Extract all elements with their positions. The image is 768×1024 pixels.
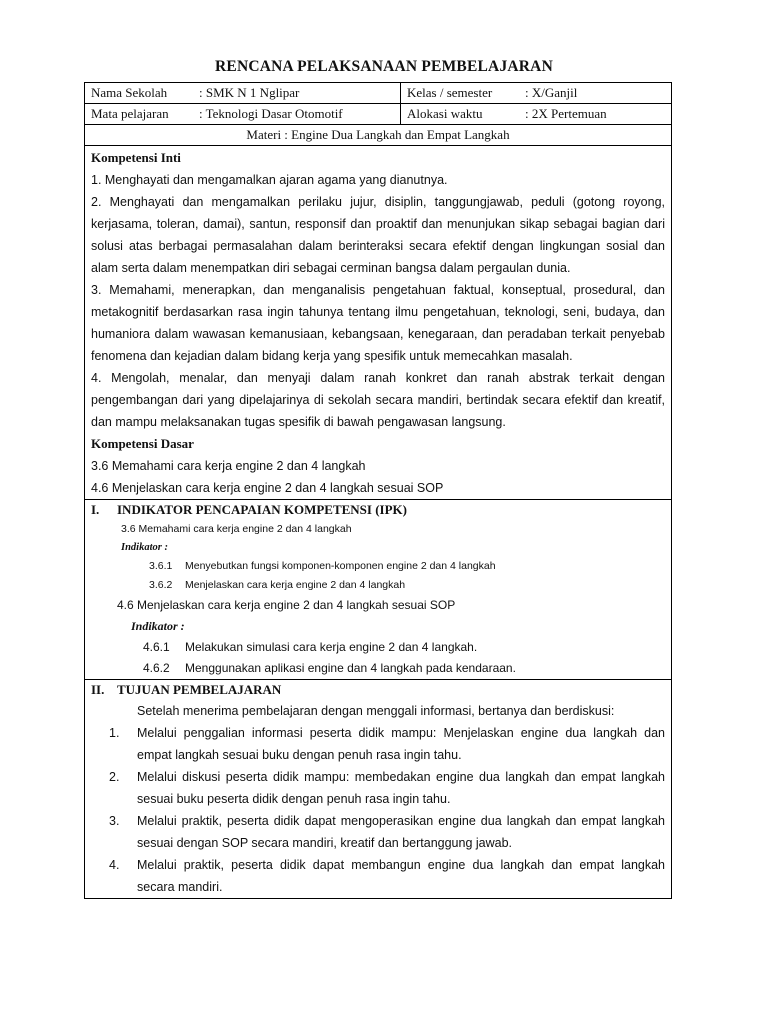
list-item-number: 1. xyxy=(109,726,120,740)
kelas-value: : X/Ganjil xyxy=(525,85,578,100)
alokasi-value: : 2X Pertemuan xyxy=(525,106,607,121)
list-item-text: Melalui praktik, peserta didik dapat mengoperasikan engine dua langkah dan empat langkah sesuai dengan SOP secara mandiri, kreatif dan bertanggung jawab. xyxy=(137,814,665,850)
header-row-2 xyxy=(85,104,672,125)
document-title: RENCANA PELAKSANAAN PEMBELAJARAN xyxy=(215,58,553,75)
list-item-number: 4. xyxy=(109,858,120,872)
mapel-value: : Teknologi Dasar Otomotif xyxy=(199,106,343,121)
kompetensi-inti-heading: Kompetensi Inti xyxy=(91,150,181,165)
materi-row xyxy=(85,125,672,146)
list-item xyxy=(91,722,665,766)
kd-item-2: 4.6 Menjelaskan cara kerja engine 2 dan 4 langkah sesuai SOP xyxy=(91,481,444,495)
tujuan-intro: Setelah menerima pembelajaran dengan menggali informasi, bertanya dan berdiskusi: xyxy=(137,704,615,718)
list-item-number: 3. xyxy=(109,814,120,828)
list-item xyxy=(91,810,665,854)
ipk-item-462 xyxy=(91,658,665,679)
alokasi-label: Alokasi waktu xyxy=(407,106,483,121)
mapel-label: Mata pelajaran xyxy=(91,106,169,121)
ipk-code: 4.6.1 xyxy=(143,640,170,654)
ipk-indikator-2: Indikator : xyxy=(131,619,185,633)
kelas-cell xyxy=(401,83,672,104)
ipk-number: I. xyxy=(91,502,100,517)
ipk-code: 3.6.2 xyxy=(149,579,173,591)
ipk-code: 3.6.1 xyxy=(149,560,173,572)
materi-cell: Materi : Engine Dua Langkah dan Empat Langkah xyxy=(85,125,672,146)
kelas-label: Kelas / semester xyxy=(407,85,493,100)
ipk-text: Menjelaskan cara kerja engine 2 dan 4 langkah xyxy=(185,579,406,591)
kompetensi-cell xyxy=(85,146,672,500)
tujuan-number: II. xyxy=(91,682,105,697)
list-item-text: Melalui penggalian informasi peserta didik mampu: Menjelaskan engine dua langkah dan empat langkah sesuai buku dengan penuh rasa ingin tahu. xyxy=(137,726,665,762)
ipk-item-461 xyxy=(91,637,665,658)
tujuan-row xyxy=(85,680,672,899)
ipk-text: Melakukan simulasi cara kerja engine 2 dan 4 langkah. xyxy=(185,640,478,654)
ki-item-3: 3. Memahami, menerapkan, dan menganalisis pengetahuan faktual, konseptual, prosedural, dan metakognitif berdasarkan rasa ingin tahunya tentang ilmu pengetahuan, teknologi, seni, budaya, dan humaniora dalam wawasan kemanusiaan, kebangsaan, kenegaraan, dan peradaban terkait penyebab fenomena dan kejadian dalam bidang kerja yang spesifik untuk memecahkan masalah. xyxy=(91,283,665,363)
nama-sekolah-value: : SMK N 1 Nglipar xyxy=(199,85,300,100)
tujuan-list xyxy=(91,722,665,898)
ki-item-2: 2. Menghayati dan mengamalkan perilaku jujur, disiplin, tanggungjawab, peduli (gotong royong, kerjasama, toleran, damai), santun, responsif dan proaktif dan menunjukan sikap sebagai bagian dari solusi atas berbagai permasalahan dalam berinteraksi secara efektif dengan lingkungan sosial dan alam serta dalam menempatkan diri sebagai cerminan bangsa dalam pergaulan dunia. xyxy=(91,195,665,275)
list-item-number: 2. xyxy=(109,770,120,784)
nama-sekolah-label: Nama Sekolah xyxy=(91,85,168,100)
tujuan-heading-text: TUJUAN PEMBELAJARAN xyxy=(117,682,282,697)
list-item xyxy=(91,766,665,810)
ki-item-1: 1. Menghayati dan mengamalkan ajaran agama yang dianutnya. xyxy=(91,173,448,187)
ipk-item-362 xyxy=(91,576,665,595)
list-item-text: Melalui diskusi peserta didik mampu: membedakan engine dua langkah dan empat langkah sesuai buku peserta didik dengan penuh rasa ingin tahu. xyxy=(137,770,665,806)
mapel-cell xyxy=(85,104,401,125)
tujuan-heading xyxy=(91,680,665,700)
ipk-heading-text: INDIKATOR PENCAPAIAN KOMPETENSI (IPK) xyxy=(117,502,407,517)
kd-item-1: 3.6 Memahami cara kerja engine 2 dan 4 langkah xyxy=(91,459,366,473)
tujuan-cell xyxy=(85,680,672,899)
ipk-text: Menyebutkan fungsi komponen-komponen engine 2 dan 4 langkah xyxy=(185,560,496,572)
ipk-kd2: 4.6 Menjelaskan cara kerja engine 2 dan 4 langkah sesuai SOP xyxy=(117,598,456,612)
ipk-text: Menggunakan aplikasi engine dan 4 langkah pada kendaraan. xyxy=(185,661,516,675)
header-row-1 xyxy=(85,83,672,104)
ipk-indikator-1: Indikator : xyxy=(121,542,168,553)
list-item-text: Melalui praktik, peserta didik dapat membangun engine dua langkah dan empat langkah secara mandiri. xyxy=(137,858,665,894)
ipk-code: 4.6.2 xyxy=(143,661,170,675)
ipk-row xyxy=(85,500,672,680)
ipk-heading xyxy=(91,500,665,520)
ipk-item-361 xyxy=(91,557,665,576)
alokasi-cell xyxy=(401,104,672,125)
rpp-table xyxy=(84,82,672,899)
kompetensi-row xyxy=(85,146,672,500)
ipk-kd1: 3.6 Memahami cara kerja engine 2 dan 4 langkah xyxy=(121,523,352,535)
kompetensi-dasar-heading: Kompetensi Dasar xyxy=(91,436,194,451)
ipk-cell xyxy=(85,500,672,680)
ki-item-4: 4. Mengolah, menalar, dan menyaji dalam ranah konkret dan ranah abstrak terkait dengan pengembangan dari yang dipelajarinya di sekolah secara mandiri, bertindak secara efektif dan kreatif, dan mampu melaksanakan tugas spesifik di bawah pengawasan langsung. xyxy=(91,371,665,429)
nama-sekolah-cell xyxy=(85,83,401,104)
list-item xyxy=(91,854,665,898)
